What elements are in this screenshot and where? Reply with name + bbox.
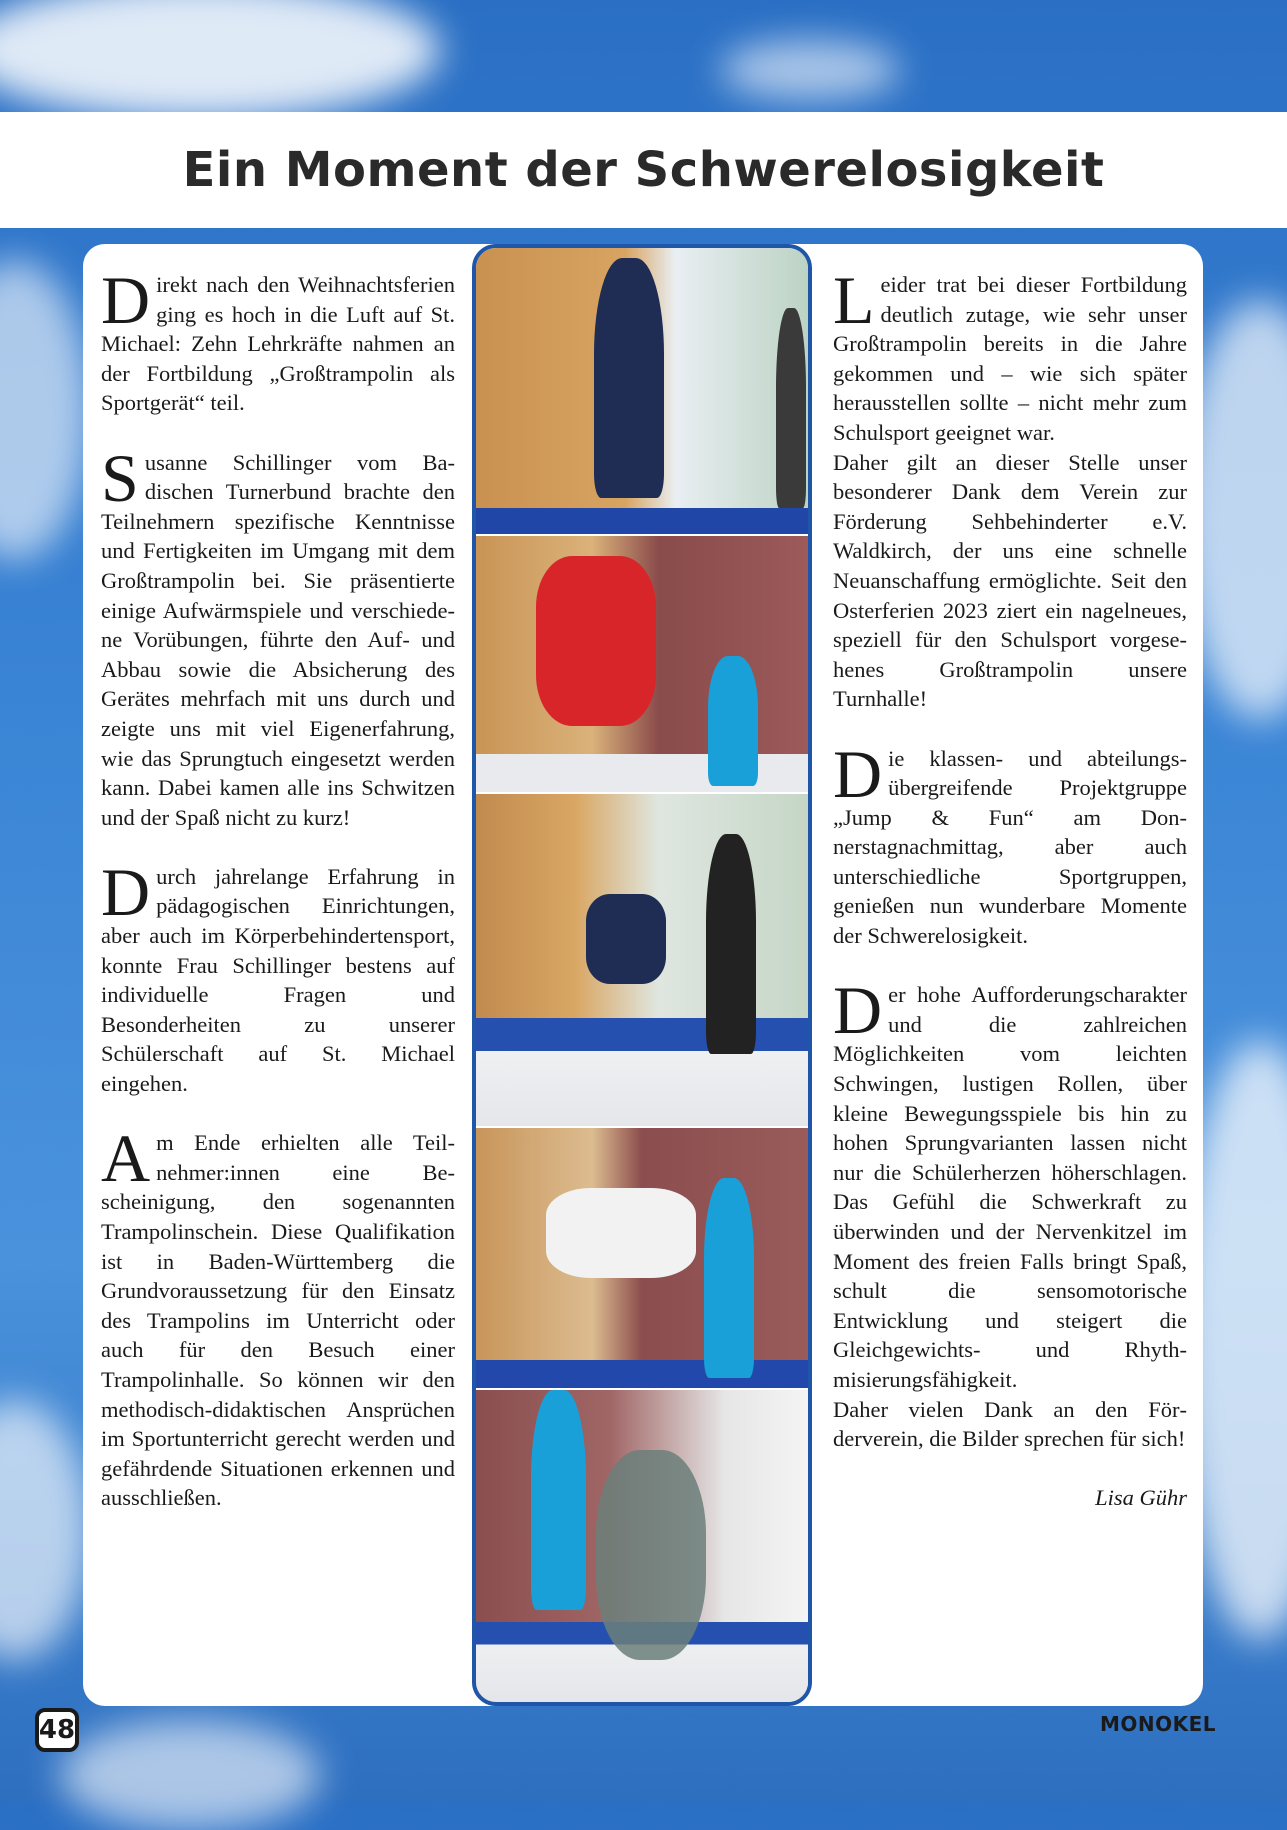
dropcap: A xyxy=(101,1120,151,1197)
dropcap: S xyxy=(101,439,139,516)
photo-trampoline-jump-5 xyxy=(476,1388,808,1706)
page-number: 48 xyxy=(35,1708,79,1752)
photo-trampoline-jump-3 xyxy=(476,792,808,1128)
article-title: Ein Moment der Schwerelosigkeit xyxy=(182,142,1105,198)
dropcap: L xyxy=(833,262,875,338)
magazine-logo: MONOKEL xyxy=(1100,1712,1217,1736)
photo-trampoline-jump-4 xyxy=(476,1126,808,1390)
author-signature: Lisa Gühr xyxy=(1095,1485,1187,1511)
photo-strip xyxy=(472,244,812,1706)
photo-trampoline-jump-2 xyxy=(476,534,808,794)
paragraph: Leider trat bei dieser Fortbildung deutlich zutage, wie sehr unser Großtrampolin bereits in die Jahre gekommen und – wie sich später herausstellen sollte – nicht mehr zum Schulsport geeignet war. xyxy=(833,262,1187,445)
paragraph: Daher vielen Dank an den Förderverein, die Bilder sprechen für sich! xyxy=(833,1396,1187,1452)
paragraph: Der hohe Aufforderungscharakter und die zahlreichen Möglichkeiten vom leichten Schwingen, lustigen Rollen, über kleine Bewegungsspiele bis hin zu hohen Sprungvarianten lassen nicht nur die Schülerherzen höherschlagen. Das Gefühl die Schwerkraft zu überwinden und der Nervenkitzel im Moment des freien Falls bringt Spaß, schult die sensomotorische Entwicklung und steigert die Gleichgewichts- und Rhythmisierungsfähigkeit. xyxy=(833,972,1187,1392)
title-band xyxy=(0,112,1287,228)
paragraph: Die klassen- und abteilungsübergreifende Projektgruppe „Jump & Fun“ am Donnerstagnachmittag, aber auch unterschiedliche Sportgruppen, genießen nun wunderbare Momente der Schwerelosigkeit. xyxy=(833,735,1187,949)
dropcap: D xyxy=(101,262,151,338)
cloud xyxy=(720,40,900,100)
cloud xyxy=(0,260,90,560)
cloud xyxy=(60,1720,320,1830)
paragraph: Am Ende erhielten alle Teilnehmer:innen eine Bescheinigung, den sogenannten Trampolinschein. Diese Qualifikation ist in Baden-Württemberg die Grundvoraussetzung für den Einsatz des Trampolins im Unterricht oder auch für den Besuch einer Trampolinhalle. So können wir den methodisch-didaktischen Ansprüchen im Sportunterricht gerecht werden und gefährdende Situationen erkennen und ausschließen. xyxy=(101,1120,455,1511)
cloud xyxy=(0,0,440,120)
cloud xyxy=(0,1400,90,1660)
photo-trampoline-jump-1 xyxy=(476,248,808,534)
paragraph: Daher gilt an dieser Stelle unser besonderer Dank dem Verein zur Förderung Sehbehinderter e.V. Waldkirch, der uns eine schnelle Neuanschaffung ermöglichte. Seit den Osterferien 2023 ziert ein nagelneues, speziell für den Schulsport vorgesehenes Großtrampolin unsere Turnhalle! xyxy=(833,449,1187,712)
paragraph: Direkt nach den Weihnachtsferien ging es hoch in die Luft auf St. Michael: Zehn Lehrkräfte nahmen an der Fortbildung „Großtrampolin als Sportgerät“ teil. xyxy=(101,262,455,416)
dropcap: D xyxy=(101,853,151,930)
dropcap: D xyxy=(833,972,883,1049)
text-column-right xyxy=(833,262,1187,1513)
text-column-left xyxy=(101,262,455,1543)
paragraph: Susanne Schillinger vom Badischen Turnerbund brachte den Teilnehmern spezifische Kenntnisse und Fertigkeiten im Umgang mit dem Großtrampolin bei. Sie präsentierte einige Aufwärmspiele und verschiedene Vorübungen, führte den Auf- und Abbau sowie die Absicherung des Gerätes mehrfach mit uns durch und zeigte uns mit viel Eigenerfahrung, wie das Sprungtuch eingesetzt werden kann. Dabei kamen alle ins Schwitzen und der Spaß nicht zu kurz! xyxy=(101,439,455,830)
dropcap: D xyxy=(833,735,883,812)
paragraph: Durch jahrelange Erfahrung in pädagogischen Einrichtungen, aber auch im Körperbehindertensport, konnte Frau Schillinger bestens auf individuelle Fragen und Besonderheiten zu unserer Schülerschaft auf St. Michael eingehen. xyxy=(101,853,455,1097)
